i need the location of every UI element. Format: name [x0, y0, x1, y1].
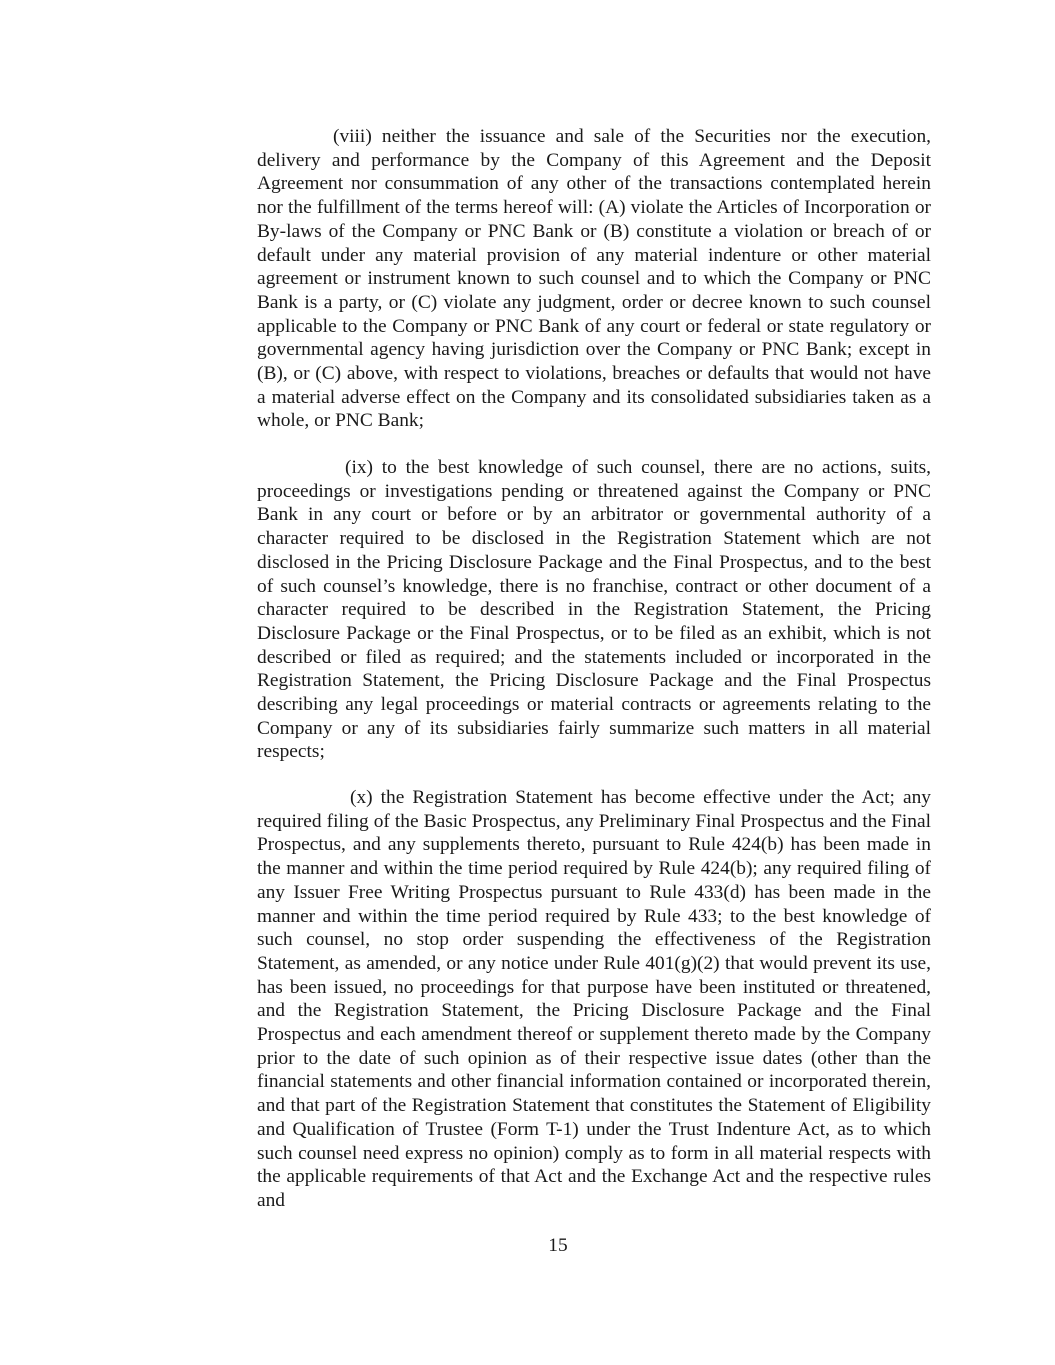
paragraph-ix: (ix) to the best knowledge of such counsel, there are no actions, suits, proceedings or investigations pending or threatened against the Company or PNC Bank in any court or before or by an arbitrator or governmental authority of a character required to be disclosed in the Registration Statement which are not disclosed in the Pricing Disclosure Package and the Final Prospectus, and to the best of such counsel’s knowledge, there is no franchise, contract or other document of a character required to be described in the Registration Statement, the Pricing Disclosure Package or the Final Prospectus, or to be filed as an exhibit, which is not described or filed as required; and the statements included or incorporated in the Registration Statement, the Pricing Disclosure Package and the Final Prospectus describing any legal proceedings or material contracts or agreements relating to the Company or any of its subsidiaries fairly summarize such matters in all material respects;	[257, 457, 931, 763]
page-number: 15	[548, 1235, 568, 1256]
paragraph-x: (x) the Registration Statement has become effective under the Act; any required filing of the Basic Prospectus, any Preliminary Final Prospectus and the Final Prospectus, and any supplements thereto, pursuant to Rule 424(b) has been made in the manner and within the time period required by Rule 424(b); any required filing of any Issuer Free Writing Prospectus pursuant to Rule 433(d) has been made in the manner and within the time period required by Rule 433; to the best knowledge of such counsel, no stop order suspending the effectiveness of the Registration Statement, as amended, or any notice under Rule 401(g)(2) that would prevent its use, has been issued, no proceedings for that purpose have been instituted or threatened, and the Registration Statement, the Pricing Disclosure Package and the Final Prospectus and each amendment thereof or supplement thereto made by the Company prior to the date of such opinion as of their respective issue dates (other than the financial statements and other financial information contained or incorporated therein, and that part of the Registration Statement that constitutes the Statement of Eligibility and Qualification of Trustee (Form T-1) under the Trust Indenture Act, as to which such counsel need express no opinion) comply as to form in all material respects with the applicable requirements of that Act and the Exchange Act and the respective rules and	[257, 787, 931, 1211]
paragraph-viii: (viii) neither the issuance and sale of the Securities nor the execution, delivery and performance by the Company of this Agreement and the Deposit Agreement nor consummation of any other of the transactions contemplated herein nor the fulfillment of the terms hereof will: (A) violate the Articles of Incorporation or By-laws of the Company or PNC Bank or (B) constitute a violation or breach of or default under any material provision of any material indenture or other material agreement or instrument known to such counsel and to which the Company or PNC Bank is a party, or (C) violate any judgment, order or decree known to such counsel applicable to the Company or PNC Bank of any court or federal or state regulatory or governmental agency having jurisdiction over the Company or PNC Bank; except in (B), or (C) above, with respect to violations, breaches or defaults that would not have a material adverse effect on the Company and its consolidated subsidiaries taken as a whole, or PNC Bank;	[257, 126, 931, 432]
